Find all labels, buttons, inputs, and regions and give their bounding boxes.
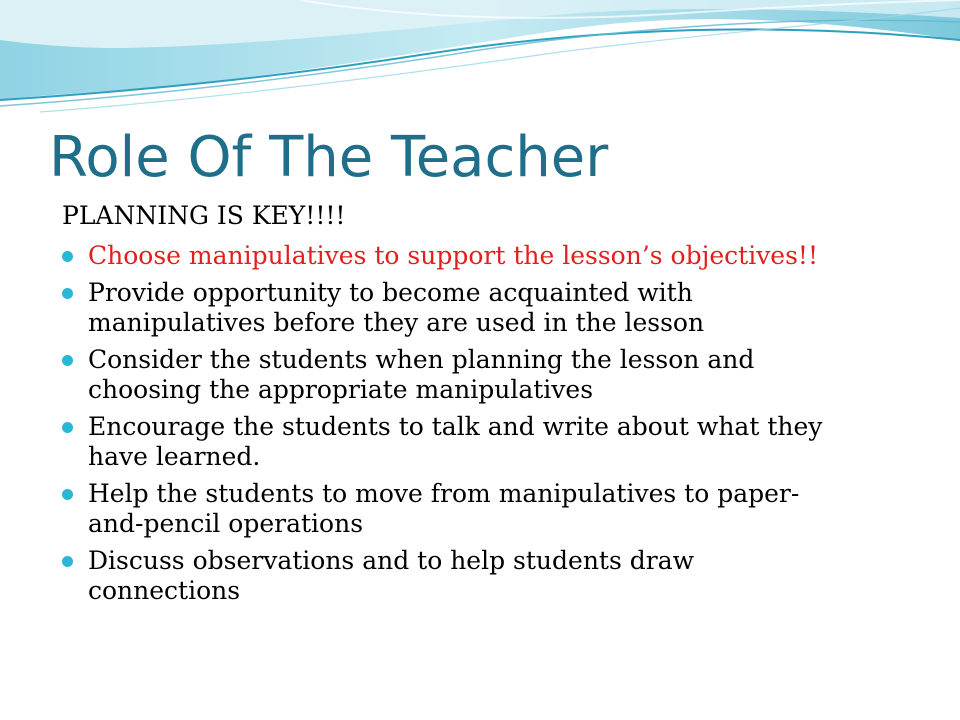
bullet-text-line: Consider the students when planning the lesson and xyxy=(88,345,755,374)
bullet-dot-icon xyxy=(62,489,73,500)
bullet-text-line: Discuss observations and to help students draw xyxy=(88,546,695,575)
bullet-item xyxy=(62,479,902,539)
bullet-text-line: have learned. xyxy=(88,442,261,471)
bullet-text-line: and-pencil operations xyxy=(88,509,364,538)
bullet-dot-icon xyxy=(62,556,73,567)
bullet-list xyxy=(62,241,902,606)
bullet-dot-icon xyxy=(62,288,73,299)
bullet-item xyxy=(62,278,902,338)
slide-title: Role Of The Teacher xyxy=(49,125,609,190)
bullet-item xyxy=(62,241,902,271)
bullet-dot-icon xyxy=(62,251,73,262)
bullet-item xyxy=(62,546,902,606)
bullet-text-line: Encourage the students to talk and write about what they xyxy=(88,412,823,441)
bullet-text-line: Help the students to move from manipulatives to paper- xyxy=(88,479,800,508)
bullet-text: Choose manipulatives to support the lesson’s objectives!! xyxy=(88,241,819,270)
bullet-text-line: connections xyxy=(88,576,241,605)
bullet-dot-icon xyxy=(62,355,73,366)
bullet-text-line: Provide opportunity to become acquainted with xyxy=(88,278,693,307)
bullet-text-line: manipulatives before they are used in the lesson xyxy=(88,308,705,337)
header-wave-decoration xyxy=(0,0,960,130)
bullet-dot-icon xyxy=(62,422,73,433)
bullet-item xyxy=(62,412,902,472)
slide-content xyxy=(62,200,902,613)
bullet-item xyxy=(62,345,902,405)
subheading: PLANNING IS KEY!!!! xyxy=(62,201,346,230)
bullet-text-line: choosing the appropriate manipulatives xyxy=(88,375,594,404)
